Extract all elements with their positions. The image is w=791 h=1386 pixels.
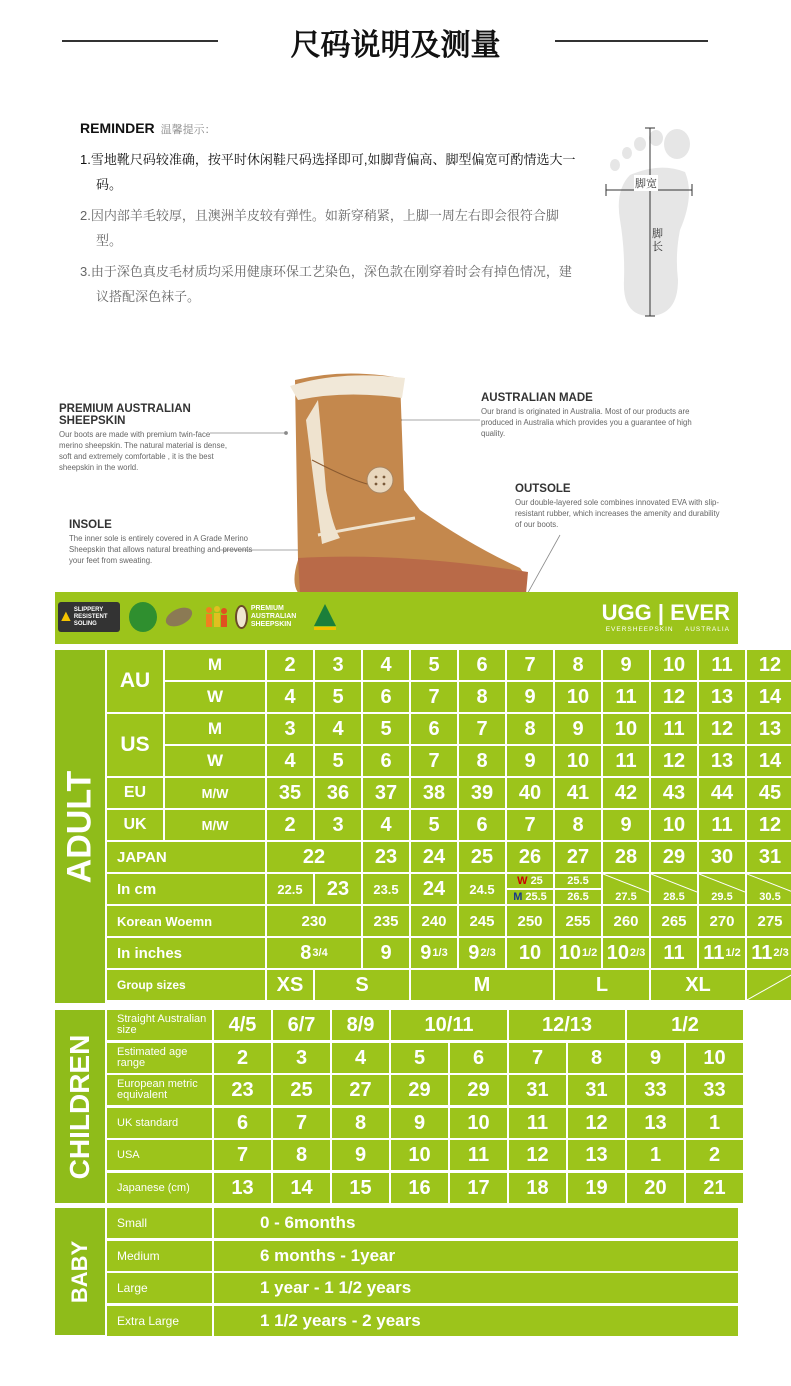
brand-sub <box>602 626 730 633</box>
size-cell: 2 <box>686 1140 743 1170</box>
au-w-label: W <box>165 682 265 712</box>
size-cell: 9 <box>391 1108 448 1138</box>
size-cell: 25.5 <box>555 874 601 888</box>
callout-sheepskin-text: Our boots are made with premium twin-face merino sheepskin. The natural material is dense, soft and extremely comfortable , it is the best sheepskin in the world. <box>59 430 228 472</box>
size-cell: 240 <box>411 906 457 936</box>
family-icon <box>202 602 230 632</box>
size-cell: 41 <box>555 778 601 808</box>
size-cell: 37 <box>363 778 409 808</box>
children-size-table <box>55 1010 738 1203</box>
brand-sub-2: AUSTRALIA <box>684 626 730 633</box>
australian-made-icon <box>313 602 337 632</box>
size-cell: 26 <box>507 842 553 872</box>
size-cell: 23 <box>363 842 409 872</box>
brand-logo <box>602 600 730 633</box>
sheep-icon <box>235 605 248 629</box>
value-text: 11 <box>703 941 725 964</box>
size-cell: 235 <box>363 906 409 936</box>
size-cell: 19 <box>568 1173 625 1203</box>
size-cell: 11 <box>603 746 649 776</box>
size-cell: 10 <box>686 1043 743 1073</box>
value-text: 9 <box>468 941 480 964</box>
size-cell: 6 <box>459 650 505 680</box>
size-cell: 12 <box>651 746 697 776</box>
callout-made-text: Our brand is originated in Australia. Most of our products are produced in Australia which provides you a guarantee of high quality. <box>481 407 692 438</box>
children-row-label: USA <box>107 1140 212 1170</box>
size-cell <box>699 874 745 904</box>
size-cell: 4 <box>315 714 361 744</box>
size-cell: 6 <box>363 746 409 776</box>
size-cell: 3 <box>315 650 361 680</box>
table-cell <box>459 938 505 968</box>
size-cell: 4 <box>267 746 313 776</box>
value-text: 1/2 <box>725 947 741 959</box>
size-cell: 24 <box>411 874 457 904</box>
size-cell: 43 <box>651 778 697 808</box>
value-text: 2/3 <box>629 947 646 959</box>
callout-australian-made <box>481 392 716 439</box>
size-cell: 28 <box>603 842 649 872</box>
eu-label: EU <box>107 778 163 808</box>
size-cell: 5 <box>315 682 361 712</box>
size-cell: 21 <box>686 1173 743 1203</box>
baby-age-range: 6 months - 1year <box>214 1241 738 1271</box>
size-cell: 10 <box>651 650 697 680</box>
size-cell: 27 <box>555 842 601 872</box>
premium-badge-text: PREMIUM AUSTRALIAN SHEEPSKIN <box>250 605 297 628</box>
size-cell: 13 <box>627 1108 684 1138</box>
group-row-label: Group sizes <box>107 970 265 1000</box>
size-cell: 11 <box>651 938 697 968</box>
size-cell: 29 <box>391 1075 448 1105</box>
value-text: 3/4 <box>312 947 328 959</box>
size-cell: 12 <box>699 714 745 744</box>
size-cell: 18 <box>509 1173 566 1203</box>
size-cell: 10 <box>555 746 601 776</box>
size-cell: 40 <box>507 778 553 808</box>
size-cell: XS <box>267 970 313 1000</box>
value-text: 8 <box>300 941 312 964</box>
brand-name: UGG | EVER <box>601 600 730 625</box>
feature-band <box>55 592 738 644</box>
children-row-label: UK standard <box>107 1108 212 1138</box>
size-cell: 45 <box>747 778 791 808</box>
value-text: 11 <box>751 941 773 964</box>
size-cell: 6/7 <box>273 1010 330 1040</box>
size-cell: 11 <box>699 810 745 840</box>
eco-icon <box>129 602 157 632</box>
value-text: 30.5 <box>759 891 781 903</box>
size-cell: 6 <box>214 1108 271 1138</box>
size-cell <box>651 874 697 904</box>
size-cell: 7 <box>459 714 505 744</box>
value-text: 9 <box>420 941 432 964</box>
foot-width-label: 脚宽 <box>634 175 658 191</box>
baby-row-label: Small <box>107 1208 212 1238</box>
size-cell: 23 <box>214 1075 271 1105</box>
size-cell: 7 <box>273 1108 330 1138</box>
uk-mw-label: M/W <box>165 810 265 840</box>
size-cell: S <box>315 970 409 1000</box>
size-cell: 10 <box>603 714 649 744</box>
children-row-label: European metric equivalent <box>107 1075 212 1105</box>
size-cell: 12 <box>651 682 697 712</box>
size-cell: 260 <box>603 906 649 936</box>
value-text: 25 <box>530 875 543 887</box>
boot-feature-area <box>0 360 791 592</box>
size-cell: 13 <box>568 1140 625 1170</box>
size-cell: 8 <box>273 1140 330 1170</box>
size-cell: 13 <box>214 1173 271 1203</box>
size-cell: 3 <box>315 810 361 840</box>
size-cell: 8 <box>568 1043 625 1073</box>
empty-cell <box>747 970 791 1000</box>
size-cell: 9 <box>603 650 649 680</box>
inches-row-label: In inches <box>107 938 265 968</box>
children-row-label: Estimated age range <box>107 1043 212 1073</box>
reminder-heading-text: REMINDER <box>80 120 155 136</box>
size-cell: 8 <box>507 714 553 744</box>
size-cell: 7 <box>411 682 457 712</box>
reminder-item-3: 3.由于深色真皮毛材质均采用健康环保工艺染色，深色款在刚穿着时会有掉色情况，建议搭配深色袜子。 <box>80 264 572 304</box>
size-cell: 5 <box>363 714 409 744</box>
adult-section-label <box>55 650 105 1003</box>
reminder-item-1: 1.雪地靴尺码较准确，按平时休闲鞋尺码选择即可,如脚背偏高、脚型偏宽可酌情选大一码。 <box>80 152 576 192</box>
size-cell: 4/5 <box>214 1010 271 1040</box>
callout-outsole-text: Our double-layered sole combines innovated EVA with slip-resistant rubber, which increases the amenity and durability of our boots. <box>515 498 720 529</box>
size-cell: 22.5 <box>267 874 313 904</box>
size-cell: 1/2 <box>627 1010 743 1040</box>
reminder-block <box>80 120 580 309</box>
size-cell: 24 <box>411 842 457 872</box>
size-cell: 26.5 <box>555 890 601 904</box>
callout-outsole <box>515 483 720 530</box>
size-cell: 27 <box>332 1075 389 1105</box>
size-cell: 270 <box>699 906 745 936</box>
size-cell: 4 <box>267 682 313 712</box>
size-cell: 10 <box>450 1108 507 1138</box>
title-divider-right <box>555 40 708 42</box>
size-cell: 16 <box>391 1173 448 1203</box>
baby-row-label: Extra Large <box>107 1306 212 1336</box>
premium-sheepskin-badge <box>235 602 305 632</box>
size-cell: 9 <box>507 746 553 776</box>
size-cell: 3 <box>273 1043 330 1073</box>
size-cell: 1 <box>686 1108 743 1138</box>
size-cell: 10 <box>555 682 601 712</box>
reminder-heading-sub: 温馨提示： <box>160 124 216 136</box>
baby-age-range: 0 - 6months <box>214 1208 738 1238</box>
size-cell: 12 <box>747 810 791 840</box>
size-cell: 13 <box>699 746 745 776</box>
us-w-label: W <box>165 746 265 776</box>
size-cell: 9 <box>555 714 601 744</box>
size-cell: 8 <box>459 682 505 712</box>
baby-size-table <box>55 1208 738 1335</box>
size-cell: 10 <box>507 938 553 968</box>
au-label: AU <box>107 650 163 712</box>
warning-icon: ▲ <box>58 608 74 625</box>
callout-sheepskin-heading: PREMIUM AUSTRALIAN SHEEPSKIN <box>59 403 191 427</box>
size-cell: 31 <box>509 1075 566 1105</box>
size-cell: 4 <box>363 650 409 680</box>
size-cell: 10 <box>391 1140 448 1170</box>
size-cell: 3 <box>267 714 313 744</box>
size-cell: 9 <box>332 1140 389 1170</box>
title-bar <box>0 18 791 64</box>
value-text: 29.5 <box>711 891 733 903</box>
size-cell: 7 <box>507 650 553 680</box>
size-cell: 8 <box>332 1108 389 1138</box>
baby-age-range: 1 year - 1 1/2 years <box>214 1273 738 1303</box>
size-cell: 29 <box>651 842 697 872</box>
children-section-label <box>55 1010 105 1203</box>
size-cell: 12 <box>747 650 791 680</box>
korean-row-label: Korean Woemn <box>107 906 265 936</box>
size-cell: 31 <box>747 842 791 872</box>
callout-insole <box>69 519 254 566</box>
size-cell: 4 <box>363 810 409 840</box>
size-cell: 11 <box>450 1140 507 1170</box>
size-cell: 9 <box>603 810 649 840</box>
size-cell: 39 <box>459 778 505 808</box>
size-cell: 23 <box>315 874 361 904</box>
size-cell: 36 <box>315 778 361 808</box>
size-cell: 6 <box>459 810 505 840</box>
size-cell: 10/11 <box>391 1010 507 1040</box>
size-cell: 22 <box>267 842 361 872</box>
size-cell: 29 <box>450 1075 507 1105</box>
baby-age-range: 1 1/2 years - 2 years <box>214 1306 738 1336</box>
table-cell <box>507 890 553 904</box>
children-row-label: Straight Australian size <box>107 1010 212 1040</box>
baby-row-label: Large <box>107 1273 212 1303</box>
foot-icon <box>600 120 710 320</box>
women-marker: W <box>517 875 528 887</box>
table-cell <box>747 938 791 968</box>
table-cell <box>267 938 361 968</box>
size-cell: 35 <box>267 778 313 808</box>
size-cell: 250 <box>507 906 553 936</box>
cm-row-label: In cm <box>107 874 265 904</box>
size-cell: 12 <box>568 1108 625 1138</box>
size-cell: 13 <box>699 682 745 712</box>
size-cell <box>603 874 649 904</box>
size-cell: 5 <box>391 1043 448 1073</box>
size-cell: 7 <box>509 1043 566 1073</box>
callout-insole-text: The inner sole is entirely covered in A Grade Merino Sheepskin that allows natural breathing and prevents your feet from sweating. <box>69 534 253 565</box>
size-cell: 275 <box>747 906 791 936</box>
size-cell: 23.5 <box>363 874 409 904</box>
callout-insole-heading: INSOLE <box>69 519 112 531</box>
value-text: 10 <box>606 941 629 964</box>
size-cell: 30 <box>699 842 745 872</box>
size-cell: L <box>555 970 649 1000</box>
japan-row-label: JAPAN <box>107 842 265 872</box>
size-cell: 11 <box>509 1108 566 1138</box>
size-cell: 5 <box>411 810 457 840</box>
size-cell: 2 <box>267 810 313 840</box>
foot-diagram <box>600 120 710 320</box>
size-cell: 7 <box>507 810 553 840</box>
insole-icon <box>163 602 195 632</box>
size-cell <box>747 874 791 904</box>
page-title: 尺码说明及测量 <box>290 28 501 63</box>
value-text: 25.5 <box>525 891 547 903</box>
size-cell: 6 <box>363 682 409 712</box>
size-cell: 230 <box>267 906 361 936</box>
size-cell: 8 <box>459 746 505 776</box>
us-label: US <box>107 714 163 776</box>
size-cell: 14 <box>273 1173 330 1203</box>
size-cell: 7 <box>411 746 457 776</box>
size-cell: 31 <box>568 1075 625 1105</box>
value-text: 28.5 <box>663 891 685 903</box>
size-cell: 9 <box>627 1043 684 1073</box>
size-cell: 8 <box>555 650 601 680</box>
us-m-label: M <box>165 714 265 744</box>
size-cell: 6 <box>450 1043 507 1073</box>
size-cell: 25 <box>459 842 505 872</box>
size-cell: 8 <box>555 810 601 840</box>
adult-size-table <box>55 650 789 1003</box>
size-cell: 33 <box>627 1075 684 1105</box>
brand-sub-1: EVERSHEEPSKIN <box>605 626 674 633</box>
size-cell: 11 <box>651 714 697 744</box>
size-cell: 20 <box>627 1173 684 1203</box>
reminder-item-2: 2.因内部羊毛较厚，且澳洲羊皮较有弹性。如新穿稍紧，上脚一周左右即会很符合脚型。 <box>80 208 559 248</box>
size-cell: 10 <box>651 810 697 840</box>
baby-row-label: Medium <box>107 1241 212 1271</box>
size-cell: 17 <box>450 1173 507 1203</box>
size-cell: XL <box>651 970 745 1000</box>
size-cell: 14 <box>747 682 791 712</box>
table-cell <box>411 938 457 968</box>
size-cell: 15 <box>332 1173 389 1203</box>
callout-sheepskin <box>59 403 229 473</box>
size-cell: 44 <box>699 778 745 808</box>
table-cell <box>699 938 745 968</box>
size-cell: 33 <box>686 1075 743 1105</box>
size-cell: 14 <box>747 746 791 776</box>
size-cell: 7 <box>214 1140 271 1170</box>
size-cell: 38 <box>411 778 457 808</box>
callout-outsole-heading: OUTSOLE <box>515 483 571 495</box>
size-cell: 5 <box>315 746 361 776</box>
table-cell <box>603 938 649 968</box>
size-cell: 8/9 <box>332 1010 389 1040</box>
value-text: 1/3 <box>432 947 448 959</box>
baby-label-text: BABY <box>67 1240 92 1303</box>
value-text: 27.5 <box>615 891 637 903</box>
size-cell: 245 <box>459 906 505 936</box>
au-m-label: M <box>165 650 265 680</box>
size-cell: 265 <box>651 906 697 936</box>
value-text: 2/3 <box>773 947 789 959</box>
callout-made-heading: AUSTRALIAN MADE <box>481 392 593 404</box>
men-marker: M <box>513 891 523 903</box>
table-cell <box>555 938 601 968</box>
size-cell: 9 <box>507 682 553 712</box>
foot-length-label: 脚长 <box>652 228 663 253</box>
size-cell: 25 <box>273 1075 330 1105</box>
size-cell: 24.5 <box>459 874 505 904</box>
size-cell: 12 <box>509 1140 566 1170</box>
value-text: 2/3 <box>480 947 496 959</box>
size-cell: 255 <box>555 906 601 936</box>
size-cell: 6 <box>411 714 457 744</box>
slippery-resistant-badge <box>58 602 120 632</box>
reminder-heading <box>80 120 580 137</box>
uk-label: UK <box>107 810 163 840</box>
size-cell: M <box>411 970 553 1000</box>
size-cell: 11 <box>603 682 649 712</box>
slippery-badge-text: SLIPPERY RESISTENT SOLING <box>73 606 108 627</box>
size-cell: 12/13 <box>509 1010 625 1040</box>
children-row-label: Japanese (cm) <box>107 1173 212 1203</box>
baby-section-label <box>55 1208 105 1335</box>
children-label-text: CHILDREN <box>64 1034 95 1179</box>
size-cell: 9 <box>363 938 409 968</box>
size-cell: 13 <box>747 714 791 744</box>
size-cell: 42 <box>603 778 649 808</box>
adult-label-text: ADULT <box>60 770 99 883</box>
size-cell: 1 <box>627 1140 684 1170</box>
table-cell <box>507 874 553 888</box>
size-cell: 11 <box>699 650 745 680</box>
size-cell: 2 <box>267 650 313 680</box>
value-text: 10 <box>558 941 581 964</box>
value-text: 1/2 <box>581 947 598 959</box>
size-cell: 2 <box>214 1043 271 1073</box>
size-cell: 5 <box>411 650 457 680</box>
eu-mw-label: M/W <box>165 778 265 808</box>
size-cell: 4 <box>332 1043 389 1073</box>
